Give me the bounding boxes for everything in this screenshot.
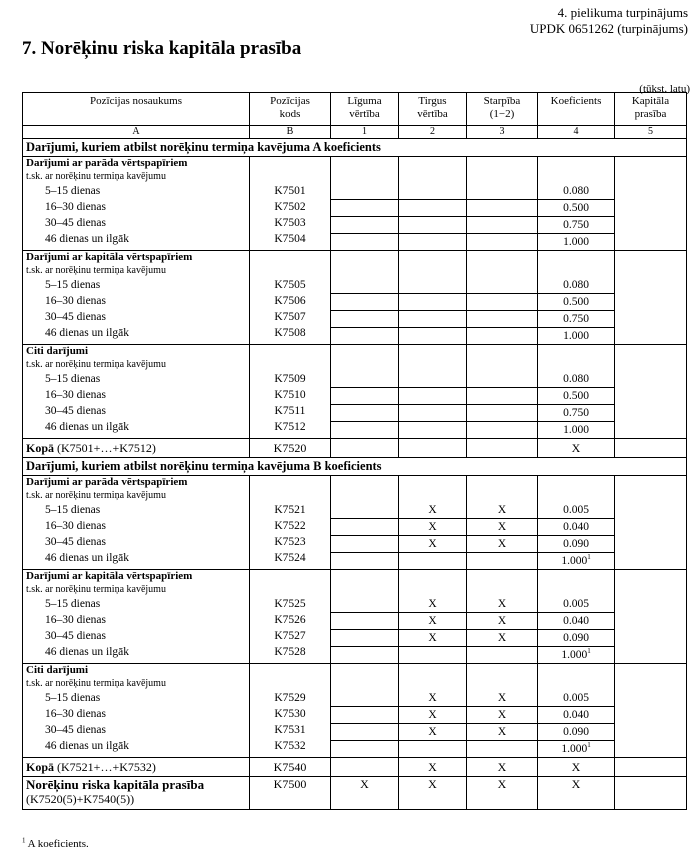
contract-value-value [331, 519, 398, 536]
market-value-value [399, 553, 466, 569]
capital-requirement-value [615, 706, 686, 722]
contract-value-value [331, 596, 398, 613]
code-value: K7511 [274, 405, 306, 417]
period-label: 30–45 dienas [45, 724, 107, 736]
contract-value-value [331, 724, 398, 741]
difference-value [467, 311, 537, 328]
capital-requirement-value [615, 325, 686, 341]
contract-value-value [331, 707, 398, 724]
contract-value-value [331, 371, 398, 388]
table-body [23, 139, 687, 810]
coefficient-value: 0.005 [538, 596, 614, 613]
code-value: K7530 [274, 708, 306, 720]
period-label: 30–45 dienas [45, 217, 107, 229]
code-value: K7521 [274, 504, 306, 516]
contract-value-value [331, 200, 398, 217]
total-difference: X [467, 758, 538, 777]
group-row [23, 251, 687, 345]
capital-requirement-cell [615, 570, 687, 664]
coefficient-cell [538, 251, 615, 345]
contract-value-value [331, 630, 398, 647]
coefficient-cell [538, 664, 615, 758]
form-code: UPDK 0651262 (turpinājums) [529, 21, 688, 36]
capital-requirement-value [615, 722, 686, 738]
capital-requirement-value [615, 277, 686, 293]
final-capital-requirement [615, 777, 687, 810]
difference-value [467, 294, 537, 311]
difference-value: X [467, 690, 537, 707]
capital-requirement-value [615, 534, 686, 550]
code-value: K7527 [274, 630, 306, 642]
contract-value-value [331, 613, 398, 630]
period-label: 5–15 dienas [45, 279, 101, 291]
contract-value-value [331, 311, 398, 328]
contract-value-value [331, 328, 398, 344]
sectionA-total-row [23, 439, 687, 458]
period-label: 46 dienas un ilgāk [45, 327, 129, 339]
period-label: 16–30 dienas [45, 389, 107, 401]
group-subheading: t.sk. ar norēķinu termiņa kavējumu [26, 678, 166, 689]
capital-requirement-cell [615, 157, 687, 251]
difference-value: X [467, 613, 537, 630]
difference-cell [467, 251, 538, 345]
code-cell [250, 345, 331, 439]
period-label: 46 dienas un ilgāk [45, 421, 129, 433]
coefficient-value: 0.040 [538, 613, 614, 630]
group-row [23, 157, 687, 251]
total-market-value [399, 439, 467, 458]
group-row [23, 476, 687, 570]
footnote-mark: 1 [587, 647, 591, 656]
capital-requirement-cell [615, 664, 687, 758]
sectionA-total-label [23, 439, 250, 458]
market-value-value [399, 647, 466, 663]
total-coefficient: X [538, 758, 615, 777]
period-label: 5–15 dienas [45, 598, 101, 610]
contract-value-value [331, 647, 398, 663]
period-label: 5–15 dienas [45, 504, 101, 516]
coefficient-cell [538, 476, 615, 570]
capital-requirement-value [615, 419, 686, 435]
capital-requirement-value [615, 403, 686, 419]
code-value: K7529 [274, 692, 306, 704]
code-value: K7501 [274, 185, 306, 197]
final-label-cell [23, 777, 250, 810]
capital-requirement-cell [615, 345, 687, 439]
total-word: Kopā [26, 760, 55, 774]
period-label: 16–30 dienas [45, 708, 107, 720]
group-heading: Citi darījumi [26, 664, 89, 676]
code-value: K7504 [274, 233, 306, 245]
sectionB-total-row [23, 758, 687, 777]
coef-value: 1.000 [561, 555, 588, 567]
capital-requirement-value [615, 309, 686, 325]
market-value-value [399, 234, 466, 250]
coefficient-value: 0.750 [538, 405, 614, 422]
final-coefficient: X [538, 777, 615, 810]
total-difference [467, 439, 538, 458]
contract-value-cell [331, 570, 399, 664]
market-value-cell [399, 251, 467, 345]
code-value: K7528 [274, 646, 306, 658]
difference-value [467, 371, 537, 388]
market-value-cell [399, 570, 467, 664]
market-value-value [399, 741, 466, 757]
capital-requirement-value [615, 518, 686, 534]
period-label: 16–30 dienas [45, 295, 107, 307]
capital-requirement-value [615, 231, 686, 247]
total-coefficient: X [538, 439, 615, 458]
period-label: 46 dienas un ilgāk [45, 740, 129, 752]
period-label: 16–30 dienas [45, 520, 107, 532]
market-value-cell [399, 664, 467, 758]
coefficient-value: 0.090 [538, 536, 614, 553]
coefficient-value: 0.080 [538, 371, 614, 388]
sectionA-title-row [23, 139, 687, 157]
market-value-value: X [399, 690, 466, 707]
group-name-cell [23, 345, 250, 439]
coefficient-value [538, 553, 614, 569]
market-value-value [399, 183, 466, 200]
contract-value-value [331, 502, 398, 519]
market-value-value [399, 405, 466, 422]
capital-requirement-value [615, 371, 686, 387]
code-value: K7503 [274, 217, 306, 229]
footnote: $^1$ A koeficients. [22, 836, 89, 850]
difference-value: X [467, 502, 537, 519]
col-header-capital-requirement: Kapitāla prasība [615, 93, 687, 126]
contract-value-cell [331, 251, 399, 345]
contract-value-value [331, 690, 398, 707]
code-value: K7525 [274, 598, 306, 610]
contract-value-value [331, 277, 398, 294]
group-heading: Citi darījumi [26, 345, 89, 357]
difference-value: X [467, 724, 537, 741]
coefficient-value: 0.040 [538, 707, 614, 724]
period-label: 16–30 dienas [45, 201, 107, 213]
coefficient-value: 1.000 [563, 236, 589, 248]
col-header-market-value: Tirgus vērtība [399, 93, 467, 126]
coefficient-cell [538, 157, 615, 251]
period-label: 30–45 dienas [45, 405, 107, 417]
market-value-value [399, 311, 466, 328]
total-capital-requirement [615, 439, 687, 458]
final-difference: X [467, 777, 538, 810]
group-subheading: t.sk. ar norēķinu termiņa kavējumu [26, 265, 166, 276]
difference-value [467, 388, 537, 405]
group-name-cell [23, 664, 250, 758]
group-heading: Darījumi ar parāda vērtspapīriem [26, 476, 188, 488]
group-heading: Darījumi ar parāda vērtspapīriem [26, 157, 188, 169]
difference-cell [467, 345, 538, 439]
market-value-value [399, 277, 466, 294]
coefficient-value: 0.090 [538, 724, 614, 741]
contract-value-value [331, 294, 398, 311]
group-subheading: t.sk. ar norēķinu termiņa kavējumu [26, 171, 166, 182]
coefficient-value: 1.000 [563, 330, 589, 342]
difference-value [467, 405, 537, 422]
contract-value-value [331, 422, 398, 438]
market-value-cell [399, 157, 467, 251]
group-subheading: t.sk. ar norēķinu termiņa kavējumu [26, 584, 166, 595]
coefficient-value: 0.500 [538, 388, 614, 405]
coefficient-value: 0.500 [538, 294, 614, 311]
capital-requirement-value [615, 215, 686, 231]
coefficient-value: 0.005 [538, 502, 614, 519]
contract-value-cell [331, 664, 399, 758]
contract-value-value [331, 553, 398, 569]
total-formula: (K7521+…+K7532) [57, 760, 156, 774]
final-row [23, 777, 687, 810]
difference-value [467, 234, 537, 250]
period-label: 5–15 dienas [45, 373, 101, 385]
market-value-value [399, 422, 466, 438]
coefficient-cell [538, 570, 615, 664]
contract-value-value [331, 217, 398, 234]
difference-value: X [467, 596, 537, 613]
capital-requirement-value [615, 502, 686, 518]
unit-label: (tūkst. latu) [639, 83, 690, 95]
difference-value: X [467, 519, 537, 536]
period-label: 46 dienas un ilgāk [45, 233, 129, 245]
period-label: 16–30 dienas [45, 614, 107, 626]
market-value-value [399, 388, 466, 405]
difference-value [467, 553, 537, 569]
capital-requirement-cell [615, 476, 687, 570]
header-row [23, 93, 687, 126]
coefficient-value: 0.750 [538, 217, 614, 234]
difference-value: X [467, 630, 537, 647]
period-label: 5–15 dienas [45, 185, 101, 197]
page-title: 7. Norēķinu riska kapitāla prasība [22, 38, 302, 59]
coefficient-value: 0.500 [538, 200, 614, 217]
col-header-contract-value: Līguma vērtība [331, 93, 399, 126]
market-value-value [399, 217, 466, 234]
col-header-difference: Starpība (1−2) [467, 93, 538, 126]
settlement-risk-table [22, 92, 687, 810]
contract-value-cell [331, 476, 399, 570]
market-value-cell [399, 476, 467, 570]
coefficient-value: 0.750 [538, 311, 614, 328]
difference-value: X [467, 536, 537, 553]
total-contract-value [331, 439, 399, 458]
coefficient-value: 0.005 [538, 690, 614, 707]
coefficient-value: 0.080 [538, 277, 614, 294]
code-value: K7526 [274, 614, 306, 626]
difference-value [467, 741, 537, 757]
contract-value-value [331, 536, 398, 553]
capital-requirement-value [615, 644, 686, 660]
market-value-value: X [399, 630, 466, 647]
market-value-value: X [399, 613, 466, 630]
period-label: 30–45 dienas [45, 536, 107, 548]
difference-value: X [467, 707, 537, 724]
code-cell [250, 157, 331, 251]
code-value: K7524 [274, 552, 306, 564]
difference-cell [467, 157, 538, 251]
difference-cell [467, 476, 538, 570]
total-code: K7540 [250, 758, 331, 777]
market-value-value [399, 371, 466, 388]
market-value-value: X [399, 724, 466, 741]
annex-label: 4. pielikuma turpinājums [557, 5, 688, 20]
group-row [23, 664, 687, 758]
col-header-coefficient: Koeficients [538, 93, 615, 126]
sectionA-title: Darījumi, kuriem atbilst norēķinu termiņa kavējuma A koeficients [23, 139, 687, 157]
group-heading: Darījumi ar kapitāla vērtspapīriem [26, 570, 193, 582]
code-value: K7508 [274, 327, 306, 339]
code-cell [250, 570, 331, 664]
capital-requirement-value [615, 293, 686, 309]
group-heading: Darījumi ar kapitāla vērtspapīriem [26, 251, 193, 263]
coefficient-cell [538, 345, 615, 439]
coefficient-value [538, 741, 614, 757]
coefficient-value: 0.090 [538, 630, 614, 647]
final-contract-value: X [331, 777, 399, 810]
capital-requirement-value [615, 183, 686, 199]
code-value: K7531 [274, 724, 306, 736]
contract-value-value [331, 183, 398, 200]
difference-cell [467, 570, 538, 664]
total-formula: (K7501+…+K7512) [57, 441, 156, 455]
capital-requirement-value [615, 199, 686, 215]
code-value: K7512 [274, 421, 306, 433]
footnote-mark: 1 [587, 741, 591, 750]
total-contract-value [331, 758, 399, 777]
code-cell [250, 251, 331, 345]
code-value: K7510 [274, 389, 306, 401]
group-subheading: t.sk. ar norēķinu termiņa kavējumu [26, 490, 166, 501]
total-word: Kopā [26, 441, 55, 455]
code-value: K7522 [274, 520, 306, 532]
sectionB-title: Darījumi, kuriem atbilst norēķinu termiņa kavējuma B koeficients [23, 458, 687, 476]
document-header [530, 5, 688, 37]
group-name-cell [23, 570, 250, 664]
coef-value: 1.000 [561, 743, 588, 755]
period-label: 5–15 dienas [45, 692, 101, 704]
final-market-value: X [399, 777, 467, 810]
period-label: 30–45 dienas [45, 630, 107, 642]
market-value-cell [399, 345, 467, 439]
final-code: K7500 [250, 777, 331, 810]
difference-value [467, 183, 537, 200]
code-value: K7505 [274, 279, 306, 291]
contract-value-cell [331, 345, 399, 439]
code-value: K7506 [274, 295, 306, 307]
difference-value [467, 647, 537, 663]
sectionB-total-label [23, 758, 250, 777]
code-cell [250, 476, 331, 570]
contract-value-value [331, 405, 398, 422]
difference-value [467, 328, 537, 344]
contract-value-cell [331, 157, 399, 251]
group-subheading: t.sk. ar norēķinu termiņa kavējumu [26, 359, 166, 370]
group-row [23, 345, 687, 439]
group-name-cell [23, 251, 250, 345]
total-market-value: X [399, 758, 467, 777]
difference-value [467, 422, 537, 438]
coefficient-value [538, 647, 614, 663]
period-label: 46 dienas un ilgāk [45, 552, 129, 564]
capital-requirement-value [615, 738, 686, 754]
code-value: K7507 [274, 311, 306, 323]
difference-value [467, 200, 537, 217]
code-value: K7523 [274, 536, 306, 548]
market-value-value: X [399, 519, 466, 536]
capital-requirement-value [615, 690, 686, 706]
market-value-value: X [399, 536, 466, 553]
final-formula: (K7520(5)+K7540(5)) [26, 792, 135, 806]
group-row [23, 570, 687, 664]
code-cell [250, 664, 331, 758]
coefficient-value: 0.040 [538, 519, 614, 536]
group-name-cell [23, 157, 250, 251]
difference-cell [467, 664, 538, 758]
market-value-value [399, 200, 466, 217]
sectionB-title-row [23, 458, 687, 476]
code-value: K7502 [274, 201, 306, 213]
capital-requirement-value [615, 596, 686, 612]
col-header-name: Pozīcijas nosaukums [23, 93, 250, 126]
group-name-cell [23, 476, 250, 570]
final-label: Norēķinu riska kapitāla prasība [26, 777, 205, 792]
difference-value [467, 217, 537, 234]
code-value: K7509 [274, 373, 306, 385]
capital-requirement-value [615, 628, 686, 644]
contract-value-value [331, 388, 398, 405]
market-value-value: X [399, 596, 466, 613]
capital-requirement-value [615, 612, 686, 628]
coefficient-value: 0.080 [538, 183, 614, 200]
period-label: 30–45 dienas [45, 311, 107, 323]
total-code: K7520 [250, 439, 331, 458]
capital-requirement-cell [615, 251, 687, 345]
total-capital-requirement [615, 758, 687, 777]
contract-value-value [331, 234, 398, 250]
capital-requirement-value [615, 387, 686, 403]
coef-value: 1.000 [561, 649, 588, 661]
market-value-value: X [399, 502, 466, 519]
market-value-value [399, 328, 466, 344]
market-value-value: X [399, 707, 466, 724]
col-header-code: Pozīcijas kods [250, 93, 331, 126]
difference-value [467, 277, 537, 294]
coefficient-value: 1.000 [563, 424, 589, 436]
market-value-value [399, 294, 466, 311]
code-value: K7532 [274, 740, 306, 752]
capital-requirement-value [615, 550, 686, 566]
column-letters-row: A B 1 2 3 4 5 [23, 126, 687, 139]
footnote-mark: 1 [587, 553, 591, 562]
contract-value-value [331, 741, 398, 757]
period-label: 46 dienas un ilgāk [45, 646, 129, 658]
